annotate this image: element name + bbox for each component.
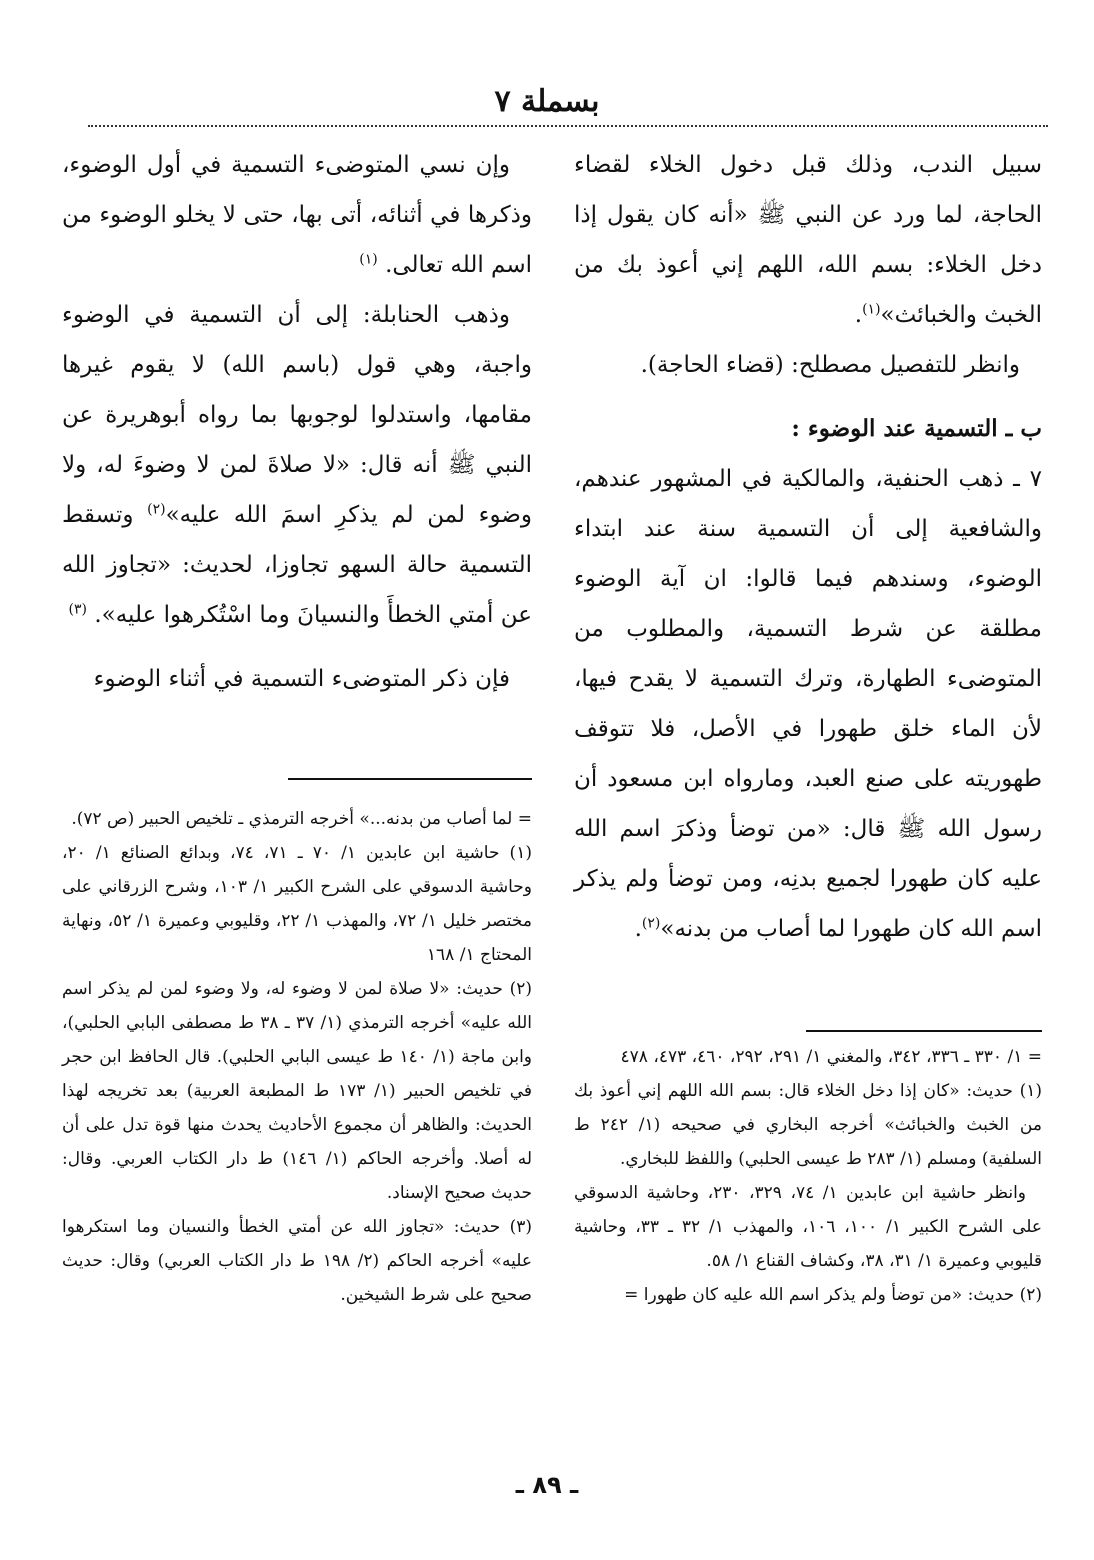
page-header-title: بسملة ٧ xyxy=(494,84,600,119)
footnote-ref[interactable]: (١) xyxy=(359,251,378,268)
footnote: (٢) حديث: «لا صلاة لمن لا وضوء له، ولا وضوء لمن لم يذكر اسم الله عليه» أخرجه الترمذي (١/ ٣٧ ـ ٣٨ ط مصطفى البابي الحلبي)، وابن ماجة (١/ ١٤٠ ط عيسى البابي الحلبي). قال الحافظ ابن حجر في تلخيص الحبير (١/ ١٧٣ ط المطبعة العربية) بعد تخريجه لهذا الحديث: والظاهر أن مجموع الأحاديث يحدث منها قوة تدل على أن له أصلا. وأخرجه الحاكم (١/ ١٤٦) ط دار الكتاب العربي. وقال: حديث صحيح الإسناد. xyxy=(62,979,533,1203)
header-dotted-rule xyxy=(88,125,1048,127)
footnote-divider xyxy=(806,1030,1042,1032)
footnote: (٣) حديث: «تجاوز الله عن أمتي الخطأ والنسيان وما استكرهوا عليه» أخرجه الحاكم (٢/ ١٩٨ ط دار الكتاب العربي) وقال: حديث صحيح على شرط الشيخين. xyxy=(62,1217,532,1305)
footnote-divider xyxy=(288,778,532,780)
footnote-ref[interactable]: (٢) xyxy=(147,501,166,518)
footnote-ref[interactable]: (٣) xyxy=(68,601,88,618)
footnote: (٢) حديث: «من توضأ ولم يذكر اسم الله عليه كان طهورا = xyxy=(624,1285,1042,1305)
paragraph: سبيل الندب، وذلك قبل دخول الخلاء لقضاء الحاجة، لما ورد عن النبي ﷺ «أنه كان يقول إذا دخل الخلاء: بسم الله، اللهم إني أعوذ بك من الخبث والخبائث»$^{(١)}$. xyxy=(574,152,1042,328)
footnote: = لما أصاب من بدنه...» أخرجه الترمذي ـ تلخيص الحبير (ص ٧٢). xyxy=(71,809,532,829)
footnotes-left xyxy=(62,802,532,1312)
paragraph: وذهب الحنابلة: إلى أن التسمية في الوضوء واجبة، وهي قول (باسم الله) لا يقوم غيرها مقامها، واستدلوا لوجوبها بما رواه أبوهريرة عن النبي ﷺ أنه قال: «لا صلاةَ لمن لا وضوءَ له، ولا وضوء لمن لم يذكرِ اسمَ الله عليه»$^{(٢)}$ وتسقط التسمية حالة السهو تجاوزا، لحديث: «تجاوز الله عن أمتي الخطأَ والنسيانَ وما اسْتُكرهوا عليه». $^{(٣)}$ xyxy=(62,302,532,628)
footnote: (١) حاشية ابن عابدين ١/ ٧٠ ـ ٧١، ٧٤، وبدائع الصنائع ١/ ٢٠، وحاشية الدسوقي على الشرح الكبير ١/ ١٠٣، وشرح الزرقاني على مختصر خليل ١/ ٧٢، والمهذب ١/ ٢٢، وقليوبي وعميرة ١/ ٥٢، ونهاية المحتاج ١/ ١٦٨ xyxy=(62,843,532,965)
paragraph: وإن نسي المتوضىء التسمية في أول الوضوء، وذكرها في أثنائه، أتى بها، حتى لا يخلو الوضوء من اسم الله تعالى. $^{(١)}$ xyxy=(62,152,532,278)
footnote-ref[interactable]: (١) xyxy=(862,301,881,318)
right-column xyxy=(574,140,1042,954)
footnote: وانظر حاشية ابن عابدين ١/ ٧٤، ٣٢٩، ٢٣٠، وحاشية الدسوقي على الشرح الكبير ١/ ١٠٠، ١٠٦، والمهذب ١/ ٣٢ ـ ٣٣، وحاشية قليوبي وعميرة ١/ ٣١، ٣٨، وكشاف القناع ١/ ٥٨. xyxy=(574,1183,1043,1271)
paragraph: ٧ ـ ذهب الحنفية، والمالكية في المشهور عندهم، والشافعية إلى أن التسمية سنة عند ابتداء الوضوء، وسندهم فيما قالوا: ان آية الوضوء مطلقة عن شرط التسمية، والمطلوب من المتوضىء الطهارة، وترك التسمية لا يقدح فيها، لأن الماء خلق طهورا في الأصل، فلا تتوقف طهوريته على صنع العبد، ومارواه ابن مسعود أن رسول الله ﷺ قال: «من توضأ وذكرَ اسم الله عليه كان طهورا لجميع بدنِه، ومن توضأ ولم يذكر اسم الله كان طهورا لما أصاب من بدنه»$^{(٢)}$. xyxy=(574,466,1042,942)
paragraph: وانظر للتفصيل مصطلح: (قضاء الحاجة). xyxy=(640,352,1020,378)
section-heading: ب ـ التسمية عند الوضوء : xyxy=(791,415,1042,442)
page-number: ـ ٨٩ ـ xyxy=(515,1471,579,1499)
left-column xyxy=(62,140,532,704)
footnote: = ١/ ٣٣٠ ـ ٣٣٦، ٣٤٢، والمغني ١/ ٢٩١، ٢٩٢، ٤٦٠، ٤٧٣، ٤٧٨ xyxy=(620,1047,1042,1067)
footnotes-right xyxy=(574,1040,1042,1312)
paragraph: فإن ذكر المتوضىء التسمية في أثناء الوضوء xyxy=(93,666,510,692)
footnote: (١) حديث: «كان إذا دخل الخلاء قال: بسم الله اللهم إني أعوذ بك من الخبث والخبائث» أخرجه البخاري في صحيحه (١/ ٢٤٢ ط السلفية) ومسلم (١/ ٢٨٣ ط عيسى الحلبي) واللفظ للبخاري. xyxy=(574,1081,1042,1169)
footnote-ref[interactable]: (٢) xyxy=(641,915,661,932)
